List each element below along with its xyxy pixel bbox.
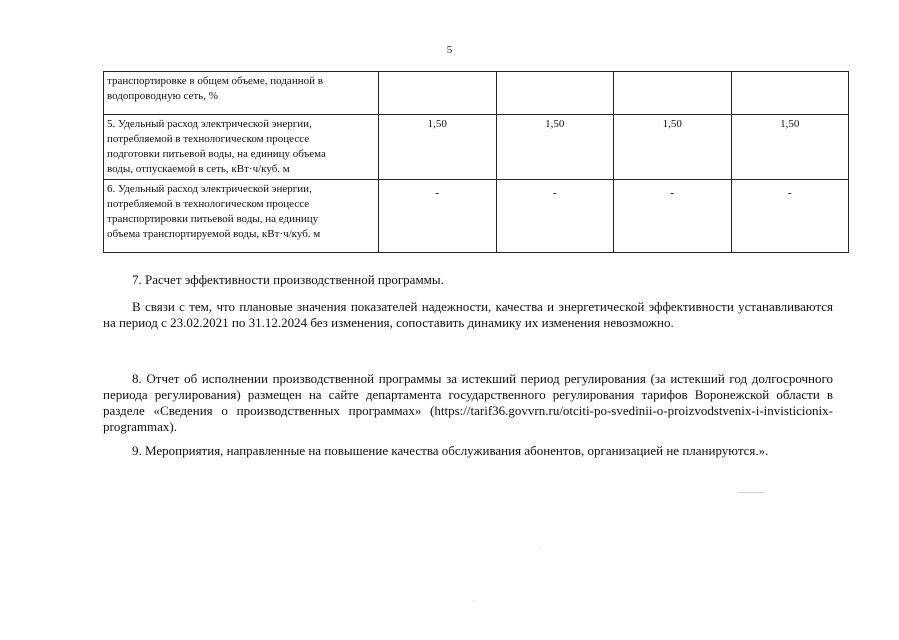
row-label <box>104 72 379 115</box>
page-number: 5 <box>446 44 453 56</box>
row-value <box>731 115 849 180</box>
table-row <box>104 115 849 180</box>
row-value <box>496 72 614 115</box>
scan-artifact <box>474 600 475 601</box>
scan-artifact <box>738 492 764 493</box>
row-label <box>104 180 379 253</box>
row-value: - <box>731 180 849 253</box>
row-value: - <box>614 180 732 253</box>
row-value <box>379 115 497 180</box>
row-value <box>614 72 732 115</box>
section-8-paragraph: 8. Отчет об исполнении производственной программы за истекший период регулирования (за истекший год долгосрочного периода регулирования) размещен на сайте департамента государственного регулирования тарифов Воронежской области в разделе «Сведения о производственных программах» (https://tarif36.govvrn.ru/otciti-po-svedinii-o-proizvodstvenix-i-invisticionix-programmax). <box>103 371 833 434</box>
row-value-text: 1,50 <box>780 118 800 130</box>
row-value <box>496 115 614 180</box>
row-value-text: 1,50 <box>545 118 565 130</box>
row-value-text: 1,50 <box>662 118 682 130</box>
row-label-text: транспортировке в общем объеме, поданной в водопроводную сеть, % <box>107 75 323 102</box>
efficiency-paragraph: В связи с тем, что плановые значения показателей надежности, качества и энергетической эффективности устанавливаются на период с 23.02.2021 по 31.12.2024 без изменения, сопоставить динамику их изменения невозможно. <box>103 299 833 330</box>
row-value: - <box>496 180 614 253</box>
row-value <box>379 72 497 115</box>
scan-artifact <box>540 548 541 549</box>
table-row <box>104 72 849 115</box>
row-value-text: 1,50 <box>427 118 447 130</box>
section-7-heading: 7. Расчет эффективности производственной программы. <box>132 272 444 287</box>
row-value <box>731 72 849 115</box>
row-value: - <box>379 180 497 253</box>
row-label-text: 5. Удельный расход электрической энергии, потребляемой в технологическом процессе подготовки питьевой воды, на единицу объема воды, отпускаемой в сеть, кВт·ч/куб. м <box>107 118 326 175</box>
section-9-paragraph: 9. Мероприятия, направленные на повышение качества обслуживания абонентов, организацией не планируются.». <box>132 443 769 458</box>
row-label-text: 6. Удельный расход электрической энергии, потребляемой в технологическом процессе транспортировки питьевой воды, на единицу объема транспортируемой воды, кВт·ч/куб. м <box>107 183 321 240</box>
row-label <box>104 115 379 180</box>
table-row <box>104 180 849 253</box>
indicators-table <box>103 71 849 253</box>
row-value <box>614 115 732 180</box>
